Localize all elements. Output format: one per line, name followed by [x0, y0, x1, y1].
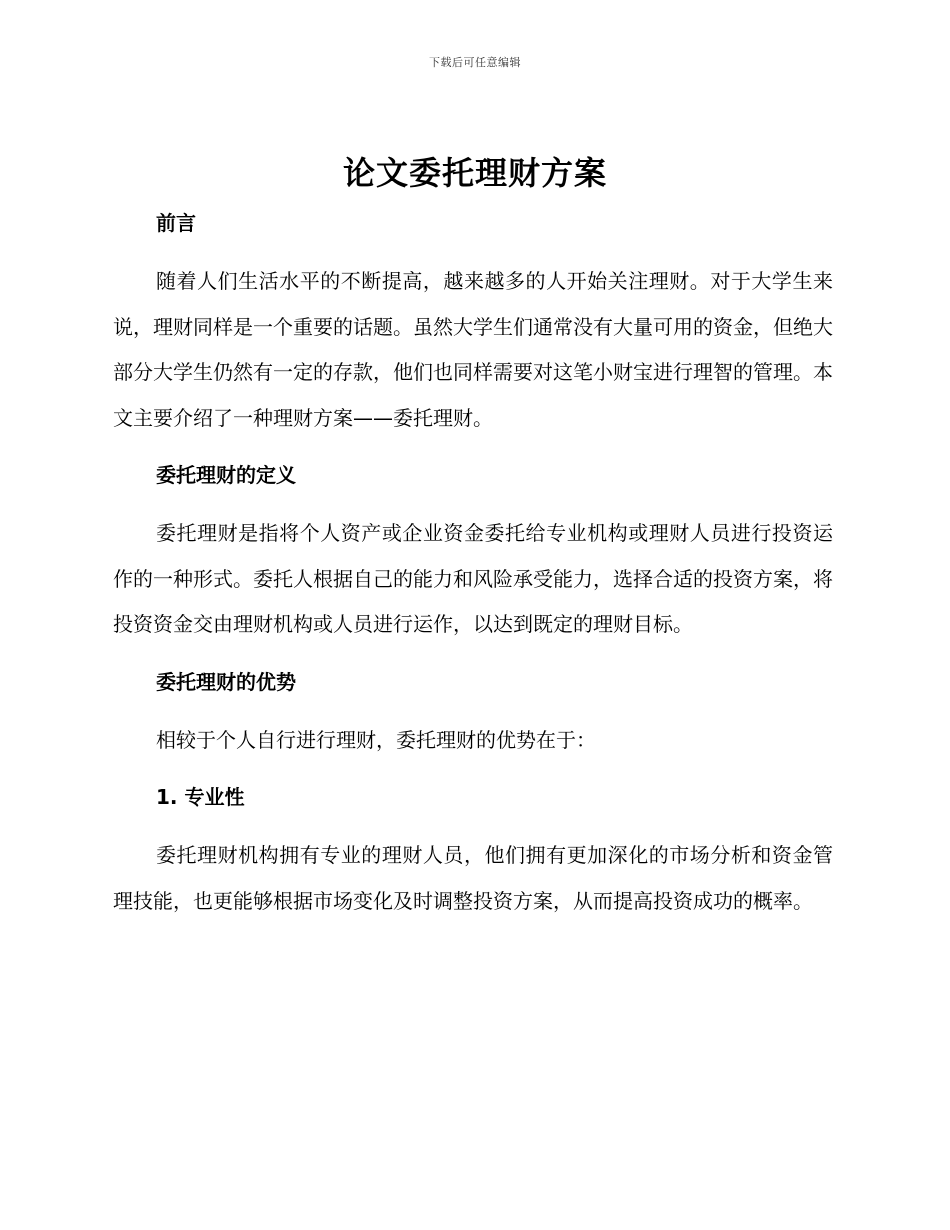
section-paragraph-professionalism: 委托理财机构拥有专业的理财人员，他们拥有更加深化的市场分析和资金管理技能，也更能够根据市场变化及时调整投资方案，从而提高投资成功的概率。 — [113, 843, 833, 913]
page-header: 下载后可任意编辑 — [429, 56, 521, 69]
document-body — [113, 201, 833, 924]
section-heading-definition: 委托理财的定义 — [156, 463, 296, 487]
document-title: 论文委托理财方案 — [342, 154, 607, 192]
section-heading-preface: 前言 — [156, 211, 196, 235]
section-paragraph-definition: 委托理财是指将个人资产或企业资金委托给专业机构或理财人员进行投资运作的一种形式。委托人根据自己的能力和风险承受能力，选择合适的投资方案，将投资资金交由理财机构或人员进行运作，以达到既定的理财目标。 — [113, 521, 833, 636]
section-heading-advantages: 委托理财的优势 — [156, 669, 296, 694]
section-paragraph-preface: 随着人们生活水平的不断提高，越来越多的人开始关注理财。对于大学生来说，理财同样是一个重要的话题。虽然大学生们通常没有大量可用的资金，但绝大部分大学生仍然有一定的存款，他们也同样需要对这笔小财宝进行理智的管理。本文主要介绍了一种理财方案——委托理财。 — [113, 269, 833, 430]
section-paragraph-advantages: 相较于个人自行进行理财，委托理财的优势在于： — [156, 727, 596, 752]
section-heading-professionalism: 1. 专业性 — [156, 785, 245, 809]
